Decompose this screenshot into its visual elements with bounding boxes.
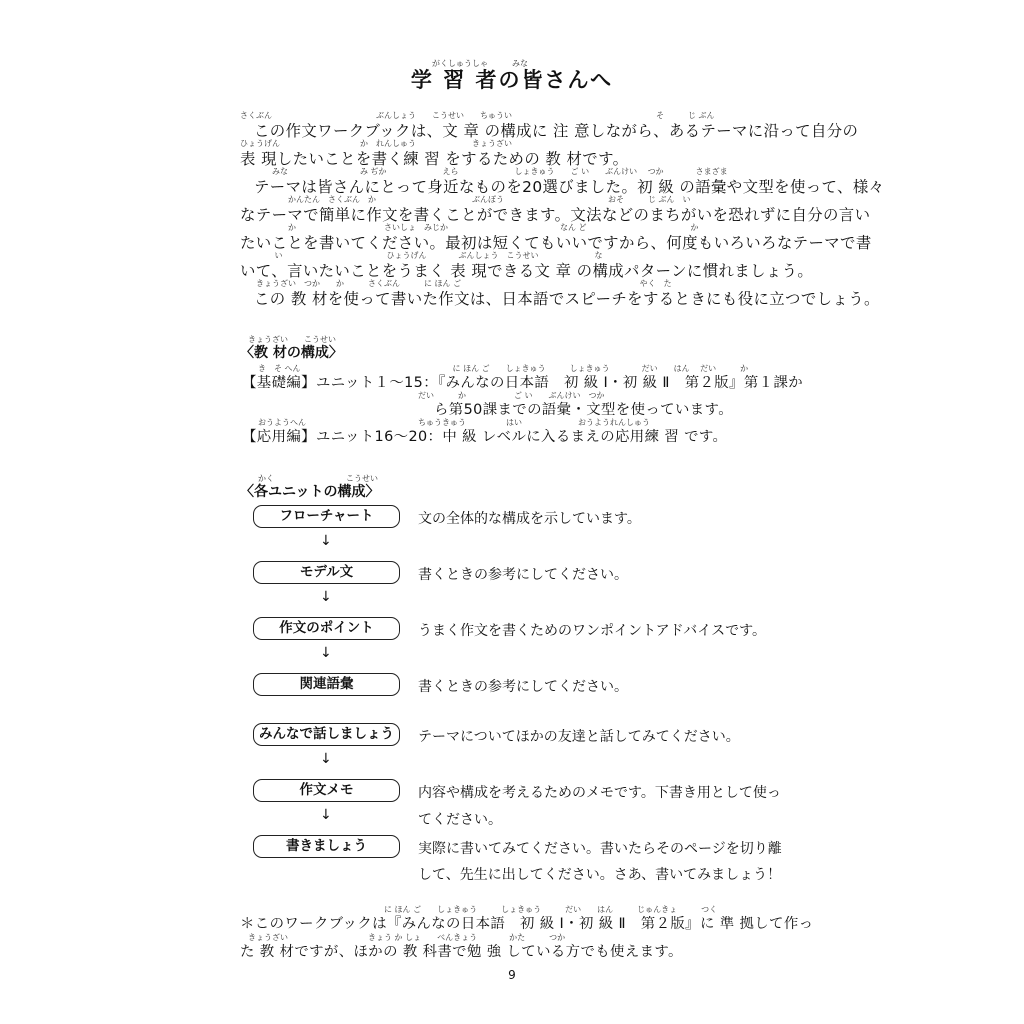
intro-line: いて、言いたいことをうまく 表 現できる文 章 の構成パターンに慣れましょう。 [240,262,814,280]
intro-ruby: ひょうげん か れんしゅう きょうざい [240,139,512,148]
note-line: た 教 材ですが、ほかの 教 科書で勉 強 している方でも使えます。 [240,944,683,960]
unit-box-model: モデル文 [253,561,400,584]
unit-desc: 書くときの参考にしてください。 [418,679,628,695]
page-number: 9 [508,968,516,982]
unit-desc: 文の全体的な構成を示しています。 [418,511,641,527]
unit-desc-cont: して、先生に出してください。さあ、書いてみましょう！ [418,867,782,883]
intro-ruby: さくぶん ぶんしょう こうせい ちゅうい そ じ ぶん [240,111,715,120]
down-arrow-icon: ↓ [320,751,332,767]
down-arrow-icon: ↓ [320,589,332,605]
intro-line: この 教 材を使って書いた作文は、日本語でスピーチをするときにも役に立つでしょう。 [254,290,880,308]
intro-ruby: かんたん さくぶん か ぶんぽう おそ じ ぶん い [240,195,691,204]
unit-box-vocab: 関連語彙 [253,673,400,696]
materials-line: 【基礎編】ユニット１～15：『みんなの日本語 初 級 Ⅰ・初 級 Ⅱ 第２版』第１課か [242,375,804,391]
units-heading: 〈各ユニットの構成〉 [240,484,380,500]
intro-ruby: か さいしょ みじか なん ど か [240,223,699,232]
down-arrow-icon: ↓ [320,533,332,549]
intro-ruby: みな み ぢか えら しょきゅう ご い ぶんけい つか さまざま [240,167,728,176]
materials-ruby: おうようへん ちゅうきゅう はい おうようれんしゅう [258,418,650,427]
unit-box-flowchart: フローチャート [253,505,400,528]
note-line: ＊このワークブックは『みんなの日本語 初 級 Ⅰ・初 級 Ⅱ 第２版』に 準 拠して作っ [240,916,814,932]
intro-line: なテーマで簡単に作文を書くことができます。文法などのまちがいを恐れずに自分の言い [240,206,871,224]
page-title: 学 習 者の皆さんへ [410,68,614,92]
note-ruby: きょうざい きょう か しょ べんきょう かた つか [240,933,566,942]
unit-desc: 内容や構成を考えるためのメモです。下書き用として使っ [418,785,781,801]
materials-heading: 〈教 材の構成〉 [240,345,343,361]
units-heading-ruby: かく こうせい [258,474,378,483]
unit-desc-cont: てください。 [418,812,502,828]
intro-line: たいことを書いてください。最初は短くてもいいですから、何度もいろいろなテーマで書 [240,234,872,252]
intro-line: テーマは皆さんにとって身近なものを20選びました。初 級 の語彙や文型を使って、様々 [254,178,885,196]
materials-line: 【応用編】ユニット16～20：中 級 レベルに入るまえの応用練 習 です。 [242,429,728,445]
unit-box-write: 書きましょう [253,835,400,858]
materials-heading-ruby: きょうざい こうせい [248,335,336,344]
unit-desc: 実際に書いてみてください。書いたらそのページを切り離 [418,841,782,857]
materials-ruby: だい か ご い ぶんけい つか [258,391,605,400]
note-ruby: に ほん ご しょきゅう しょきゅう だい はん じゅんきょ つく [240,905,718,914]
intro-ruby: い ひょうげん ぶんしょう こうせい な [240,251,603,260]
unit-desc: テーマについてほかの友達と話してみてください。 [418,729,740,745]
intro-line: この作文ワークブックは、文 章 の構成に 注 意しながら、あるテーマに沿って自分の [254,122,859,140]
unit-desc: 書くときの参考にしてください。 [418,567,628,583]
intro-line: 表 現したいことを書く練 習 をするための 教 材です。 [240,150,629,168]
intro-ruby: きょうざい つか か さくぶん に ほん ご やく た [240,279,672,288]
unit-desc: うまく作文を書くためのワンポイントアドバイスです。 [418,623,767,639]
down-arrow-icon: ↓ [320,645,332,661]
materials-ruby: き そ へん に ほん ご しょきゅう しょきゅう だい はん だい か [258,364,749,373]
unit-box-memo: 作文メモ [253,779,400,802]
down-arrow-icon: ↓ [320,807,332,823]
materials-line: ら第50課までの語彙・文型を使っています。 [434,402,733,418]
title-ruby: がくしゅうしゃ みな [432,59,528,68]
unit-box-talk: みんなで話しましょう [253,723,400,746]
unit-box-points: 作文のポイント [253,617,400,640]
